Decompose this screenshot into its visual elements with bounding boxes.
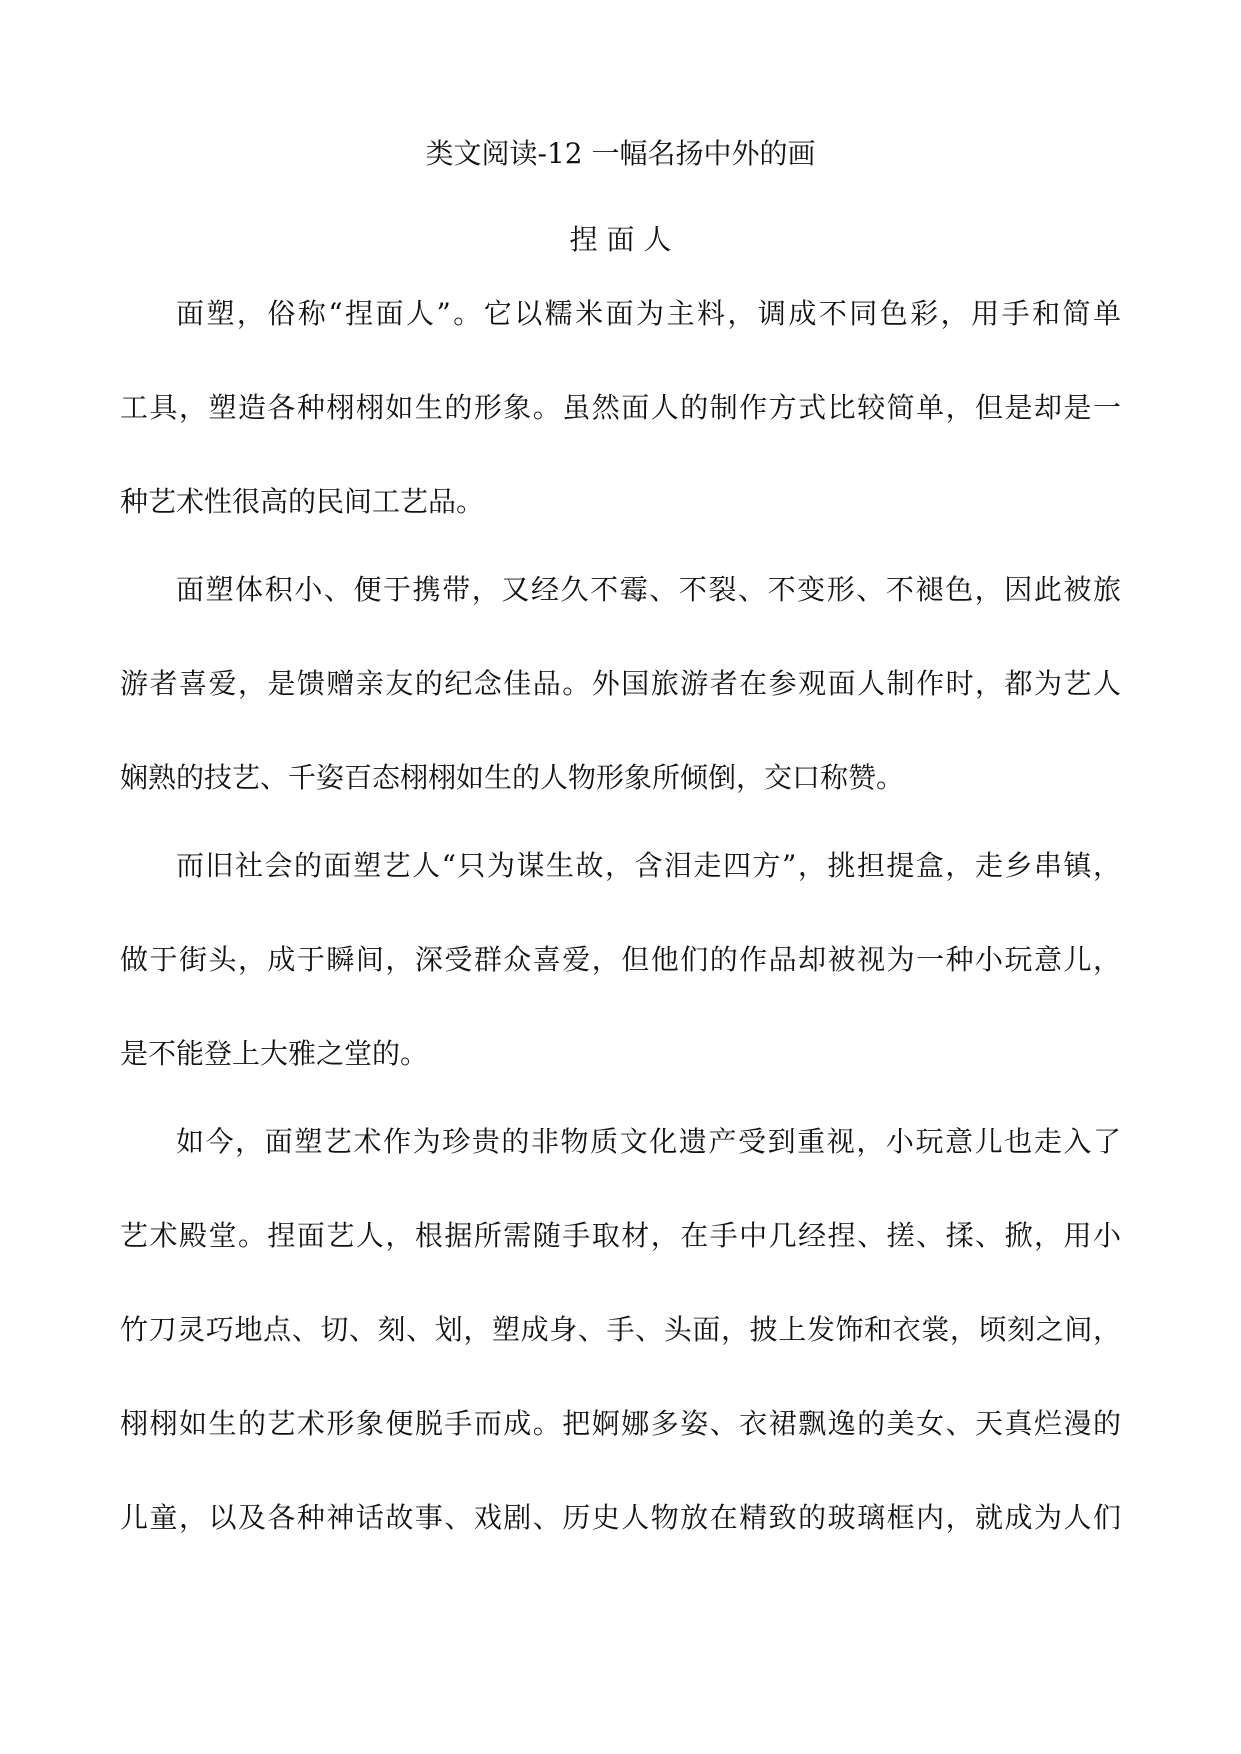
document-title: 类文阅读-12 一幅名扬中外的画 [425, 137, 816, 170]
text-line: 如今，面塑艺术作为珍贵的非物质文化遗产受到重视，小玩意儿也走入了 [176, 1125, 1121, 1158]
text-line: 儿童，以及各种神话故事、戏剧、历史人物放在精致的玻璃框内，就成为人们 [120, 1501, 1121, 1534]
text-line: 做于街头，成于瞬间，深受群众喜爱，但他们的作品却被视为一种小玩意儿， [120, 943, 1121, 976]
text-line: 而旧社会的面塑艺人“只为谋生故，含泪走四方”，挑担提盒，走乡串镇， [176, 849, 1121, 882]
article-title: 捏 面 人 [569, 223, 672, 256]
text-line: 艺术殿堂。捏面艺人，根据所需随手取材，在手中几经捏、搓、揉、掀，用小 [120, 1219, 1121, 1252]
text-line: 面塑体积小、便于携带，又经久不霉、不裂、不变形、不褪色，因此被旅 [176, 573, 1121, 606]
text-line: 竹刀灵巧地点、切、刻、划，塑成身、手、头面，披上发饰和衣裳，顷刻之间， [120, 1313, 1121, 1346]
text-line: 工具，塑造各种栩栩如生的形象。虽然面人的制作方式比较简单，但是却是一 [120, 391, 1121, 424]
text-line: 种艺术性很高的民间工艺品。 [120, 485, 485, 518]
text-line: 栩栩如生的艺术形象便脱手而成。把婀娜多姿、衣裙飘逸的美女、天真烂漫的 [120, 1407, 1121, 1440]
text-line: 游者喜爱，是馈赠亲友的纪念佳品。外国旅游者在参观面人制作时，都为艺人 [120, 667, 1121, 700]
text-line: 是不能登上大雅之堂的。 [120, 1037, 429, 1070]
text-line: 面塑，俗称“捏面人”。它以糯米面为主料，调成不同色彩，用手和简单 [176, 297, 1121, 330]
text-line: 娴熟的技艺、千姿百态栩栩如生的人物形象所倾倒，交口称赞。 [120, 761, 905, 794]
